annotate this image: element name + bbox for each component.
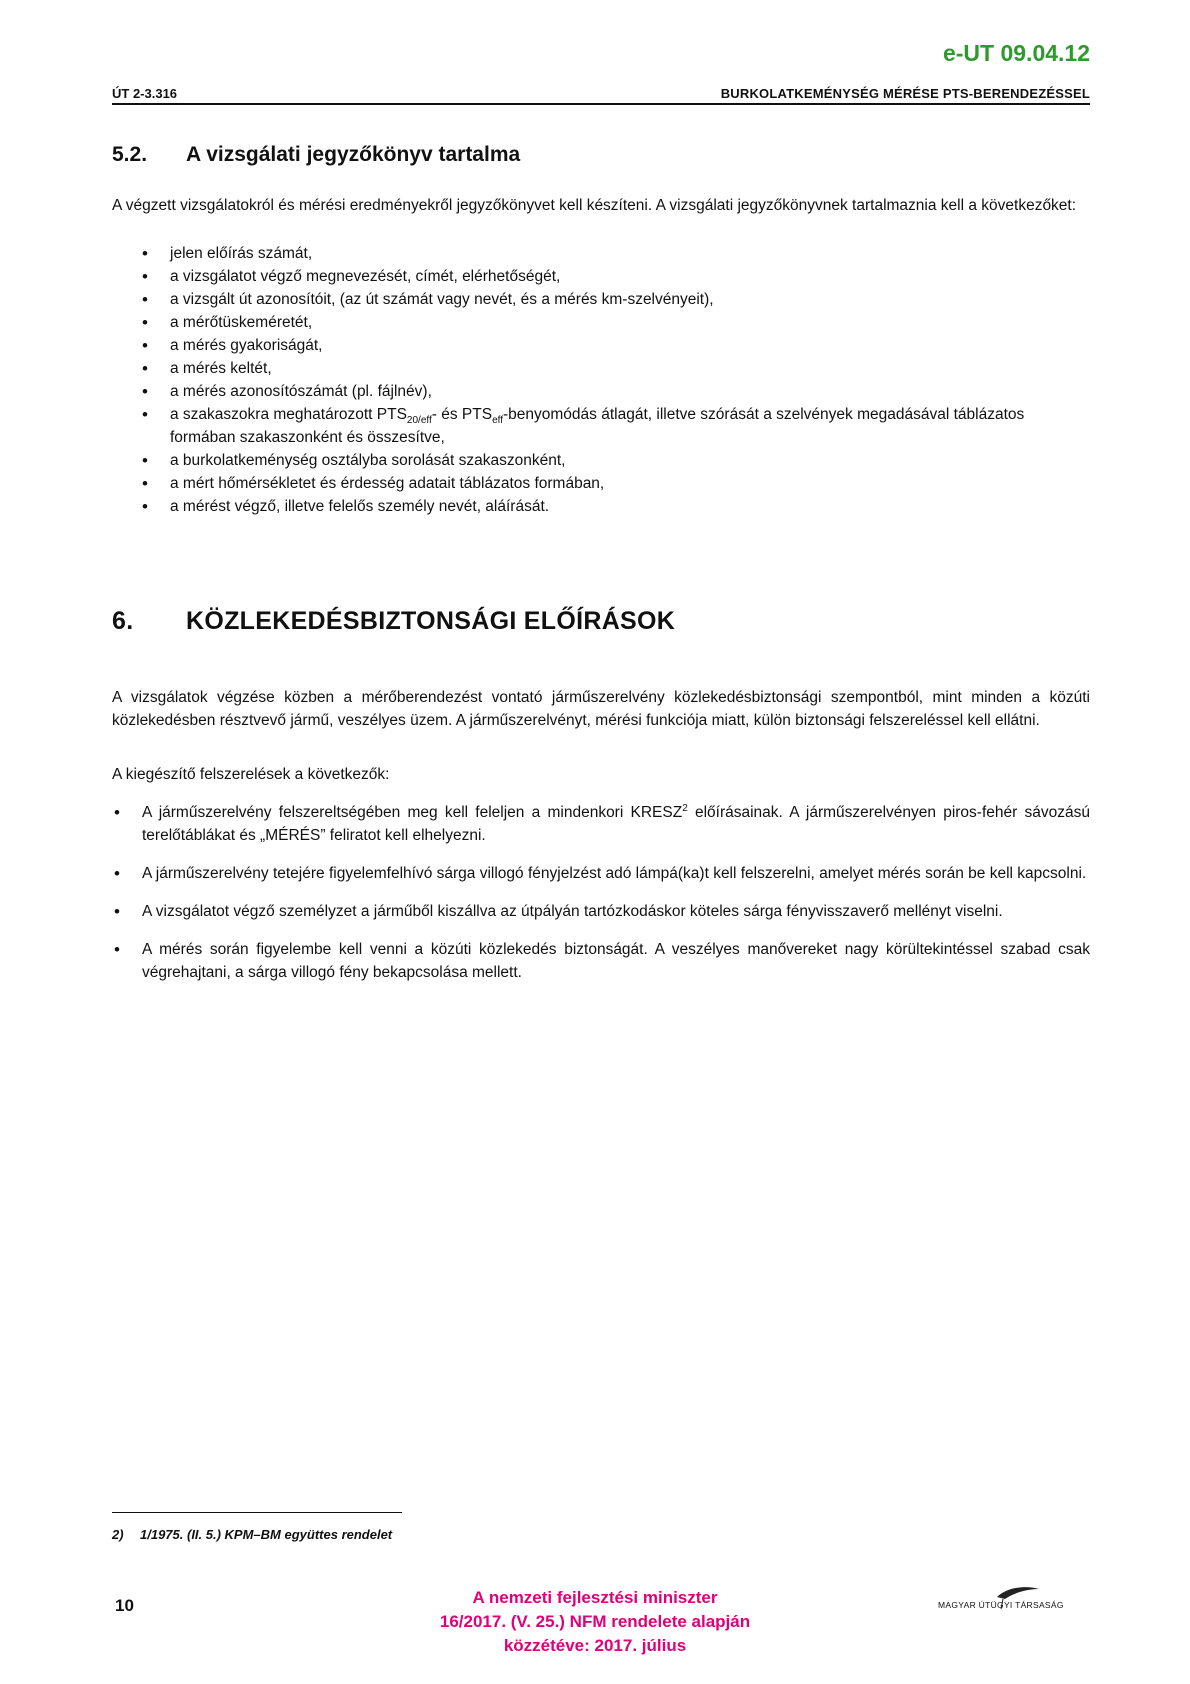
text-fragment: előírásainak. A járműszerelvényen piros-fehér sávozású terelőtáblákat és „MÉRÉS” feliratot kell elhelyezni. [142,804,1090,844]
publication-line: A nemzeti fejlesztési miniszter [472,1588,718,1607]
text-fragment: -benyomódás átlagát, illetve szórását a szelvények megadásával táblázatos formában szakaszonként és összesítve, [170,406,1025,446]
footnote-text: 1/1975. (II. 5.) KPM–BM együttes rendelet [140,1527,393,1542]
section-title: A vizsgálati jegyzőkönyv tartalma [186,143,521,166]
list-item: • a mérés azonosítószámát (pl. fájlnév), [142,380,1090,403]
section-6-lead: A kiegészítő felszerelések a következők: [112,766,390,783]
footnote [112,1527,392,1542]
subscript: 20/eff [406,415,432,427]
subscript: eff [492,415,503,427]
section-6-paragraph: A vizsgálatok végzése közben a mérőberendezést vontató járműszerelvény közlekedésbiztonsági szempontból, mint minden a közúti közlekedésben résztvevő jármű, veszélyes üzem. A járműszerelvényt, mérési funkciója miatt, külön biztonsági felszereléssel kell ellátni. [112,689,1090,729]
publication-note [380,1586,810,1658]
header-divider [112,103,1090,105]
page-number: 10 [115,1596,134,1615]
text-fragment: - és PTS [431,406,493,423]
footnote-divider [112,1512,402,1513]
list-item: • A járműszerelvény tetejére figyelemfelhívó sárga villogó fényjelzést adó lámpá(ka)t kell felszerelni, amelyet mérés során be kell kapcsolni. [112,862,1090,885]
list-item: • a vizsgált út azonosítóit, (az út számát vagy nevét, és a mérés km-szelvényeit), [142,288,1090,311]
eut-code: e-UT 09.04.12 [942,40,1090,66]
section-6-heading [112,607,675,636]
section-number: 6. [112,607,134,635]
document-code: ÚT 2-3.316 [112,86,178,101]
section-5-2-heading [112,143,520,167]
list-item [112,801,1090,847]
list-item: • a mérés keltét, [142,357,1090,380]
section-number: 5.2. [112,143,148,166]
document-subject: BURKOLATKEMÉNYSÉG MÉRÉSE PTS-BERENDEZÉSSEL [720,86,1090,101]
footnote-number: 2) [112,1527,124,1542]
list-item: • a mérőtüskeméretét, [142,311,1090,334]
list-item: • a mért hőmérsékletet és érdesség adatait táblázatos formában, [142,472,1090,495]
section-title: KÖZLEKEDÉSBIZTONSÁGI ELŐÍRÁSOK [186,607,676,635]
list-item: • A vizsgálatot végző személyzet a járműből kiszállva az útpályán tartózkodáskor köteles sárga fényvisszaverő mellényt viselni. [112,900,1090,923]
text-fragment: a szakaszokra meghatározott PTS [170,406,407,423]
publication-line: 16/2017. (V. 25.) NFM rendelete alapján [439,1612,751,1631]
footnote-ref[interactable]: 2 [682,802,688,814]
list-item: • A mérés során figyelembe kell venni a közúti közlekedés biztonságát. A veszélyes manővereket nagy körültekintéssel szabad csak végrehajtani, a sárga villogó fény bekapcsolása mellett. [112,938,1090,984]
list-item: • a mérés gyakoriságát, [142,334,1090,357]
list-item: • a burkolatkeménység osztályba sorolását szakaszonként, [142,449,1090,472]
report-contents-list [142,242,1090,518]
equipment-list [112,801,1090,999]
publisher-name: MAGYAR ÚTÜGYI TÁRSASÁG [938,1600,1064,1610]
text-fragment: A járműszerelvény felszereltségében meg kell feleljen a mindenkori KRESZ [142,804,683,821]
section-5-2-intro: A végzett vizsgálatokról és mérési eredményekről jegyzőkönyvet kell készíteni. A vizsgálati jegyzőkönyvnek tartalmaznia kell a következőket: [112,197,1077,214]
list-item: • a vizsgálatot végző megnevezését, címét, elérhetőségét, [142,265,1090,288]
list-item: • jelen előírás számát, [142,242,1090,265]
list-item [142,403,1090,449]
list-item: • a mérést végző, illetve felelős személy nevét, aláírását. [142,495,1090,518]
publication-line: közzétéve: 2017. július [503,1636,687,1655]
